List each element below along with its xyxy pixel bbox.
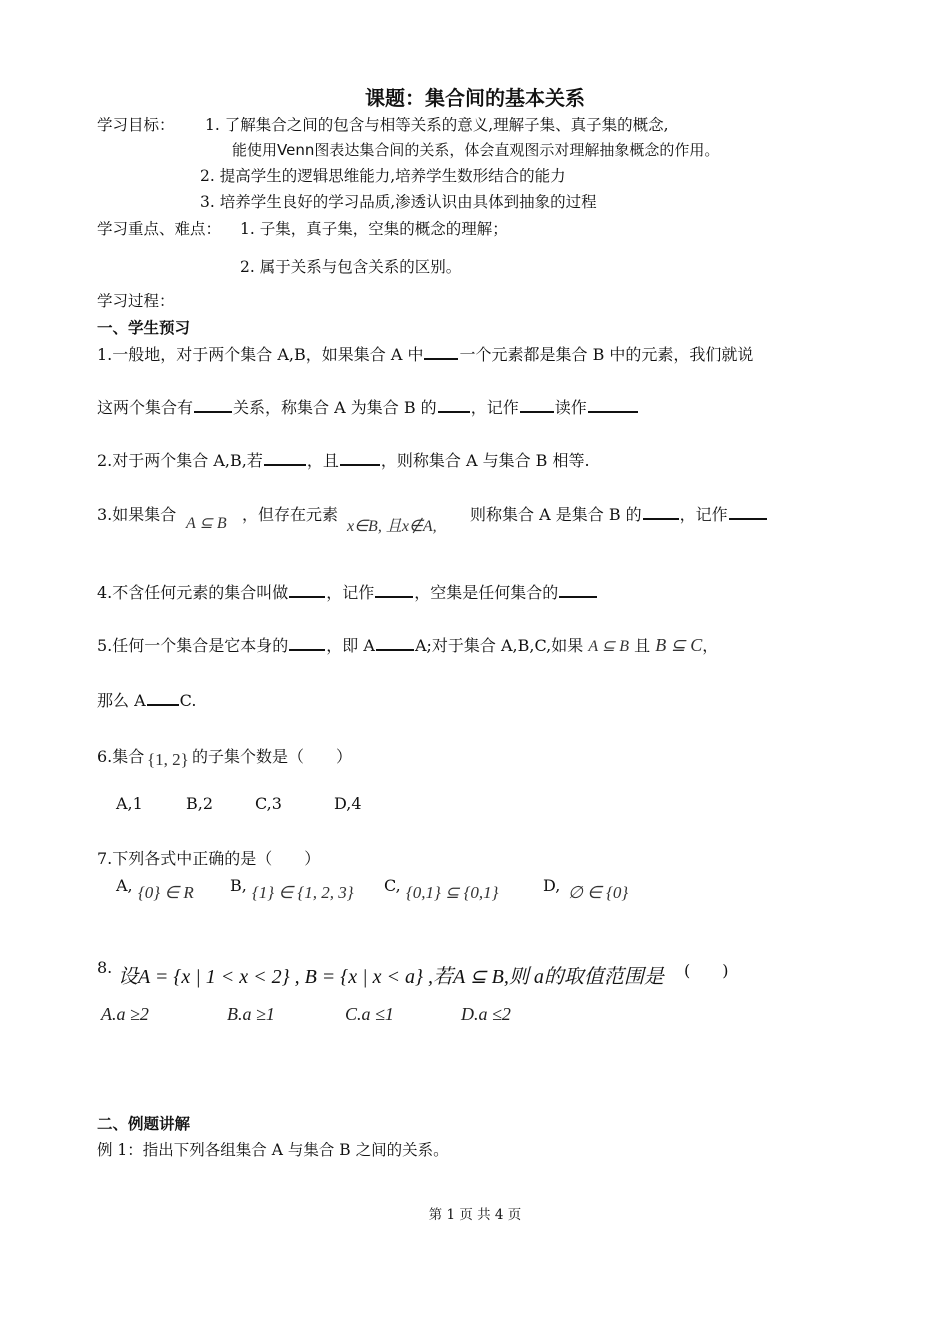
q5-text-g: C. — [179, 691, 197, 710]
q2-text-b: ，且 — [306, 451, 339, 470]
q5-text-e: ， — [702, 636, 719, 655]
q4-text-a: 4.不含任何元素的集合叫做 — [97, 583, 289, 602]
q3-text-d: ，记作 — [679, 505, 728, 524]
q6-text-a: 6.集合 — [97, 747, 145, 766]
q7-option-c-label[interactable]: C, — [384, 876, 401, 895]
q5-blank-2[interactable] — [376, 633, 414, 651]
q3-math-subset: A ⊆ B — [186, 515, 227, 532]
q1-blank-3[interactable] — [438, 395, 470, 413]
q5-text-f: 那么 A — [97, 691, 146, 710]
section-heading-preview: 一、学生预习 — [97, 319, 191, 337]
question-1-line-2 — [97, 395, 639, 418]
q1-blank-5[interactable] — [588, 395, 638, 413]
q8-option-c[interactable]: C.a ≤1 — [345, 1004, 394, 1024]
q1-blank-4[interactable] — [520, 395, 554, 413]
key-point-1: 1. 子集，真子集，空集的概念的理解； — [240, 220, 508, 238]
q1-text-b: 一个元素都是集合 B 中的元素，我们就说 — [459, 345, 754, 364]
q6-math-set: {1, 2} — [147, 750, 189, 769]
objective-2: 2. 提高学生的逻辑思维能力,培养学生数形结合的能力 — [200, 167, 566, 185]
q5-math-subset-2: B ⊆ C — [655, 635, 703, 655]
example-1: 例 1：指出下列各组集合 A 与集合 B 之间的关系。 — [97, 1141, 449, 1159]
q8-number: 8. — [97, 958, 113, 977]
q2-text-a: 2.对于两个集合 A,B,若 — [97, 451, 263, 470]
q6-option-c[interactable]: C,3 — [255, 794, 282, 813]
q5-blank-3[interactable] — [147, 688, 179, 706]
key-points-label: 学习重点、难点： — [97, 220, 222, 238]
q4-blank-3[interactable] — [559, 580, 597, 598]
section-heading-examples: 二、例题讲解 — [97, 1115, 191, 1133]
objective-1: 1. 了解集合之间的包含与相等关系的意义,理解子集、真子集的概念, — [205, 116, 669, 134]
q1-blank-1[interactable] — [424, 342, 458, 360]
q1-text-c: 这两个集合有 — [97, 398, 194, 417]
q2-blank-1[interactable] — [264, 448, 306, 466]
page-title: 课题：集合间的基本关系 — [365, 86, 585, 110]
q7-text: 7.下列各式中正确的是（ ） — [97, 849, 321, 868]
q3-blank-2[interactable] — [729, 502, 767, 520]
q5-text-a: 5.任何一个集合是它本身的 — [97, 636, 289, 655]
key-point-2: 2. 属于关系与包含关系的区别。 — [240, 258, 462, 276]
q3-text-c: 则称集合 A 是集合 B 的 — [470, 505, 642, 524]
q6-option-a[interactable]: A,1 — [116, 794, 143, 813]
objectives-label: 学习目标： — [97, 116, 175, 134]
q4-text-c: ，空集是任何集合的 — [414, 583, 559, 602]
q5-math-subset-1: A ⊆ B — [588, 638, 629, 655]
q1-text-f: 读作 — [554, 398, 587, 417]
q1-blank-2[interactable] — [194, 395, 232, 413]
q5-blank-1[interactable] — [289, 633, 325, 651]
q7-option-a-math: {0} ∈ R — [138, 883, 194, 902]
q3-text-a: 3.如果集合 — [97, 505, 177, 524]
q2-text-c: ，则称集合 A 与集合 B 相等. — [380, 451, 590, 470]
q3-line-rest — [470, 502, 768, 525]
question-4 — [97, 580, 598, 603]
q8-math-statement: 设A = {x | 1 < x < 2} , B = {x | x < a} ,若A ⊆ B,则 a的取值范围是 — [118, 966, 664, 988]
question-5-line-2 — [97, 688, 196, 711]
q5-text-c: A;对于集合 A,B,C,如果 — [414, 636, 584, 655]
question-3 — [97, 502, 176, 525]
q1-text-a: 1.一般地，对于两个集合 A,B，如果集合 A 中 — [97, 345, 424, 364]
q3-text-b: ，但存在元素 — [242, 505, 339, 524]
q1-text-e: ，记作 — [470, 398, 519, 417]
q1-text-d: 关系，称集合 A 为集合 B 的 — [233, 398, 437, 417]
q7-option-c-math: {0,1} ⊆ {0,1} — [406, 883, 499, 902]
q3-math-element: x∈B, 且x∉A, — [347, 518, 437, 535]
q7-option-b-math: {1} ∈ {1, 2, 3} — [252, 883, 354, 902]
question-1-line-1 — [97, 342, 753, 365]
page-footer: 第 1 页 共 4 页 — [428, 1207, 522, 1223]
q2-blank-2[interactable] — [340, 448, 380, 466]
q7-option-d-label[interactable]: D, — [543, 876, 561, 895]
question-5-line-1 — [97, 633, 718, 656]
q4-blank-2[interactable] — [375, 580, 413, 598]
q8-option-a[interactable]: A.a ≥2 — [101, 1004, 149, 1024]
q5-text-b: ，即 A — [326, 636, 375, 655]
q5-text-d: 且 — [634, 636, 651, 655]
question-2 — [97, 448, 590, 471]
q3-blank-1[interactable] — [643, 502, 679, 520]
objective-1-continued: 能使用Venn图表达集合间的关系，体会直观图示对理解抽象概念的作用。 — [232, 141, 720, 159]
q7-option-d-math: ∅ ∈ {0} — [568, 883, 629, 902]
objective-3: 3. 培养学生良好的学习品质,渗透认识由具体到抽象的过程 — [200, 193, 597, 211]
q7-option-a-label[interactable]: A, — [116, 876, 133, 895]
q4-blank-1[interactable] — [289, 580, 325, 598]
q8-option-b[interactable]: B.a ≥1 — [227, 1004, 275, 1024]
q4-text-b: ，记作 — [326, 583, 375, 602]
q6-option-d[interactable]: D,4 — [334, 794, 362, 813]
q6-text-b: 的子集个数是（ ） — [192, 747, 353, 766]
q7-option-b-label[interactable]: B, — [230, 876, 247, 895]
q6-option-b[interactable]: B,2 — [186, 794, 214, 813]
process-label: 学习过程： — [97, 292, 175, 310]
q8-option-d[interactable]: D.a ≤2 — [461, 1004, 511, 1024]
q8-answer-paren: ( ) — [684, 961, 729, 980]
